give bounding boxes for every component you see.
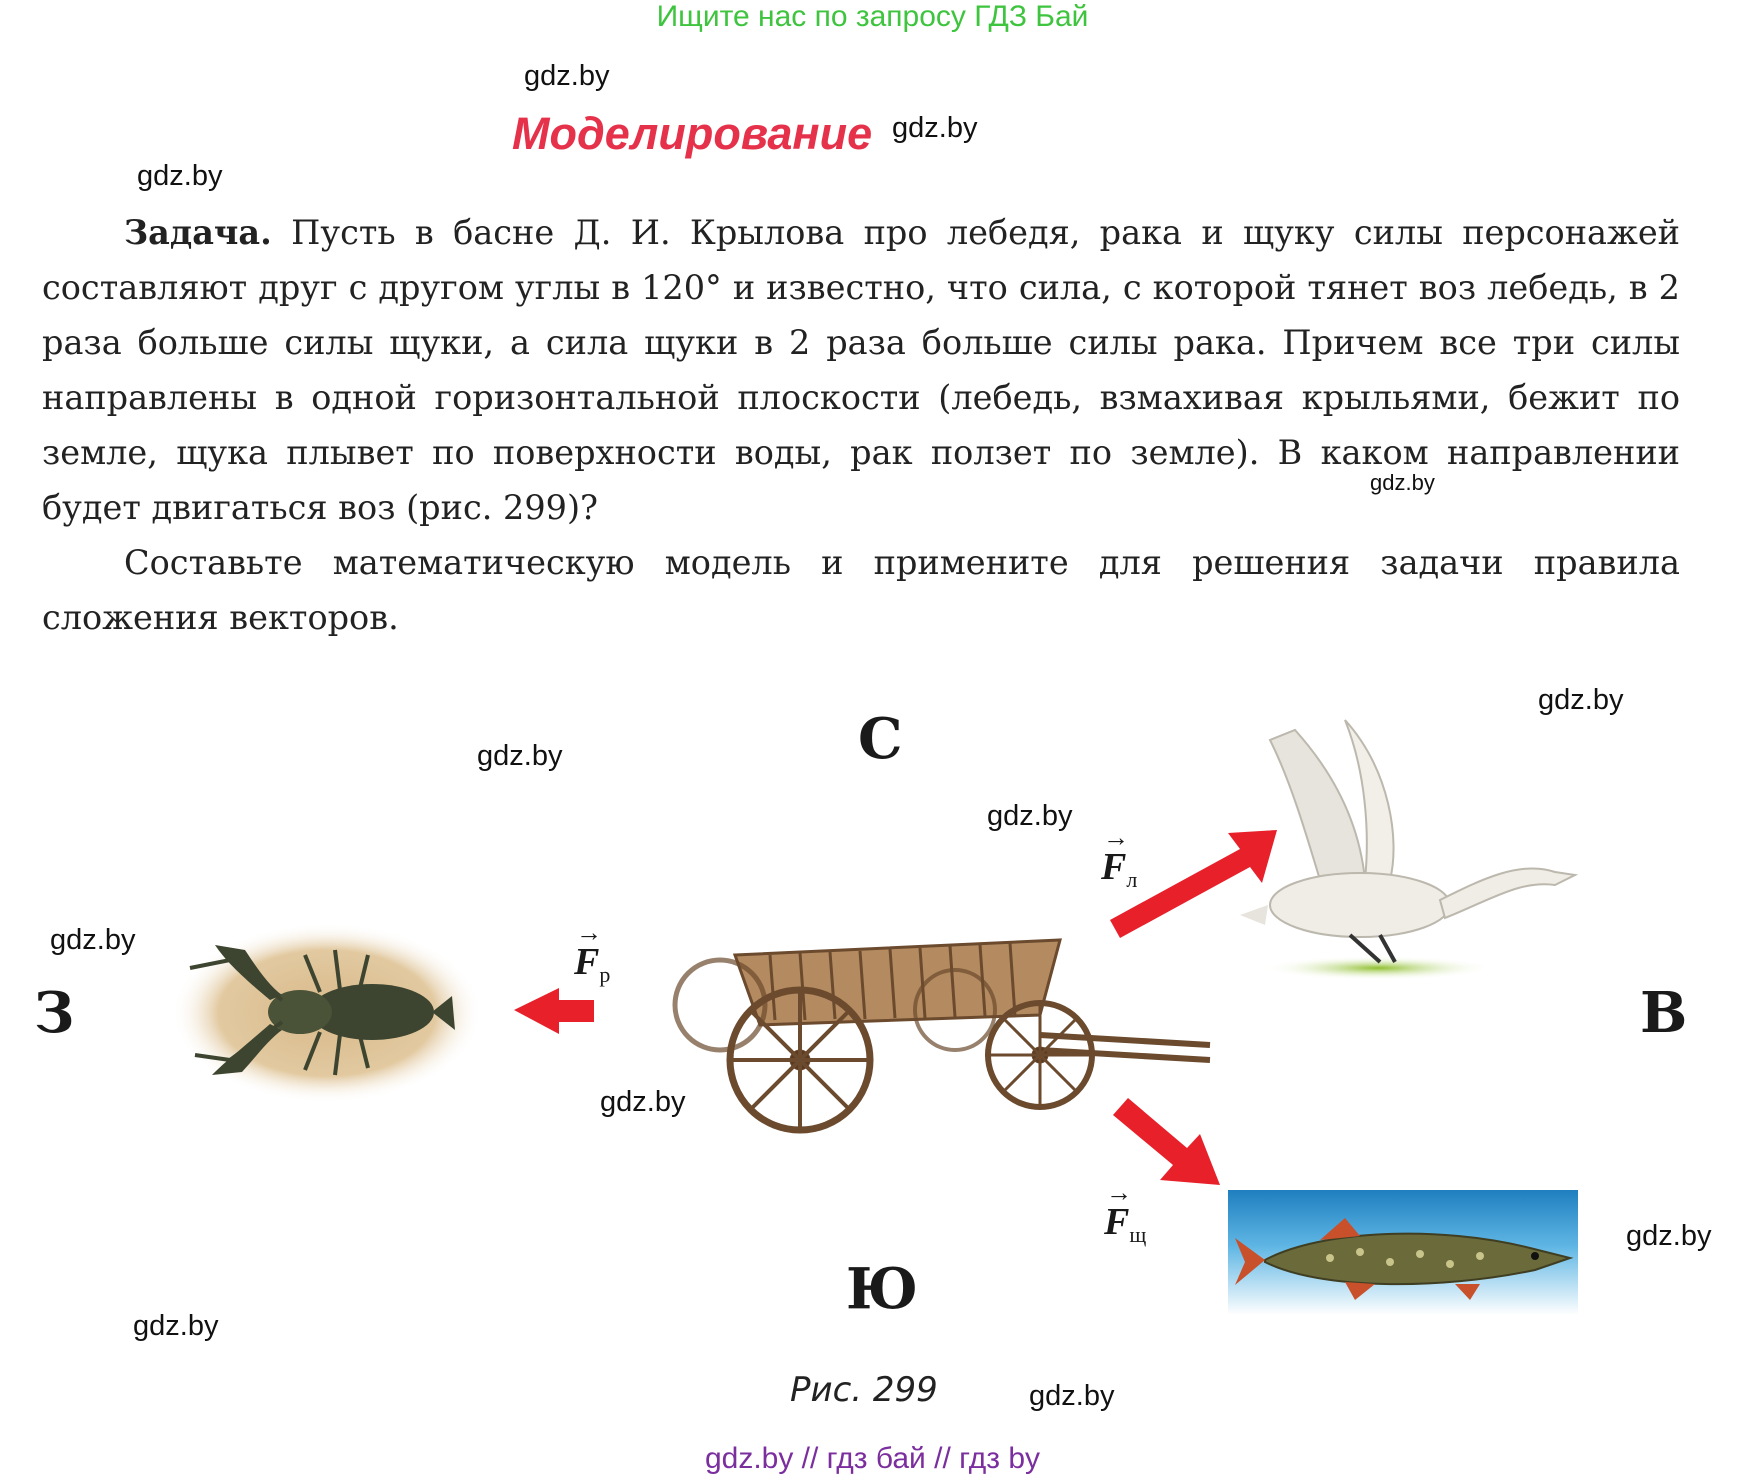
watermark: gdz.by [1370, 470, 1435, 495]
vector-arrow-icon: → [1103, 823, 1129, 852]
pike-image [1228, 1190, 1578, 1315]
compass-south: Ю [846, 1256, 919, 1322]
pike-force-arrow [1113, 1098, 1220, 1185]
compass-west: З [34, 980, 75, 1046]
watermark: gdz.by [133, 1310, 219, 1342]
crayfish-force-arrow [514, 988, 594, 1034]
watermark: gdz.by [1626, 1220, 1712, 1252]
watermark: gdz.by [600, 1086, 686, 1118]
search-banner: Ищите нас по запросу ГДЗ Бай [656, 0, 1089, 33]
section-title: Моделирование [512, 108, 873, 159]
pike-force-label: → $F_щ$ [1104, 1178, 1147, 1247]
crayfish-force-label: → $F_р$ [574, 918, 611, 987]
watermark: gdz.by [1029, 1380, 1115, 1412]
footer-links: gdz.by // гдз бай // гдз by [704, 1442, 1041, 1475]
crayfish-image [172, 923, 482, 1103]
watermark: gdz.by [50, 924, 136, 956]
watermark: gdz.by [987, 800, 1073, 832]
watermark: gdz.by [137, 160, 223, 192]
swan-image [1240, 720, 1575, 980]
watermark: gdz.by [1538, 684, 1624, 716]
figure-caption: Рис. 299 [790, 1370, 938, 1410]
compass-east: В [1640, 980, 1688, 1046]
vector-arrow-icon: → [1106, 1178, 1132, 1207]
compass-north: С [858, 706, 903, 772]
swan-force-label: → $F_л$ [1101, 823, 1138, 892]
task-label: Задача. [124, 213, 272, 252]
watermark: gdz.by [477, 740, 563, 772]
task-instruction: Составьте математическую модель и примените для решения задачи правила сложения векторов. [42, 543, 1680, 637]
watermark: gdz.by [892, 112, 978, 144]
watermark: gdz.by [524, 60, 610, 92]
vector-arrow-icon: → [576, 918, 602, 947]
task-body: Пусть в басне Д. И. Крылова про лебедя, рака и щуку силы персонажей составляют друг с другом углы в 120° и известно, что сила, с которой тянет воз лебедь, в 2 раза больше силы щуки, а сила щуки в 2 раза больше силы рака. Причем все три силы направлены в одной горизонтальной плоскости (лебедь, взмахивая крыльями, бежит по земле, щука плывет по поверхности воды, рак ползет по земле). В каком направлении будет двигаться воз (рис. 299)? [42, 213, 1680, 527]
